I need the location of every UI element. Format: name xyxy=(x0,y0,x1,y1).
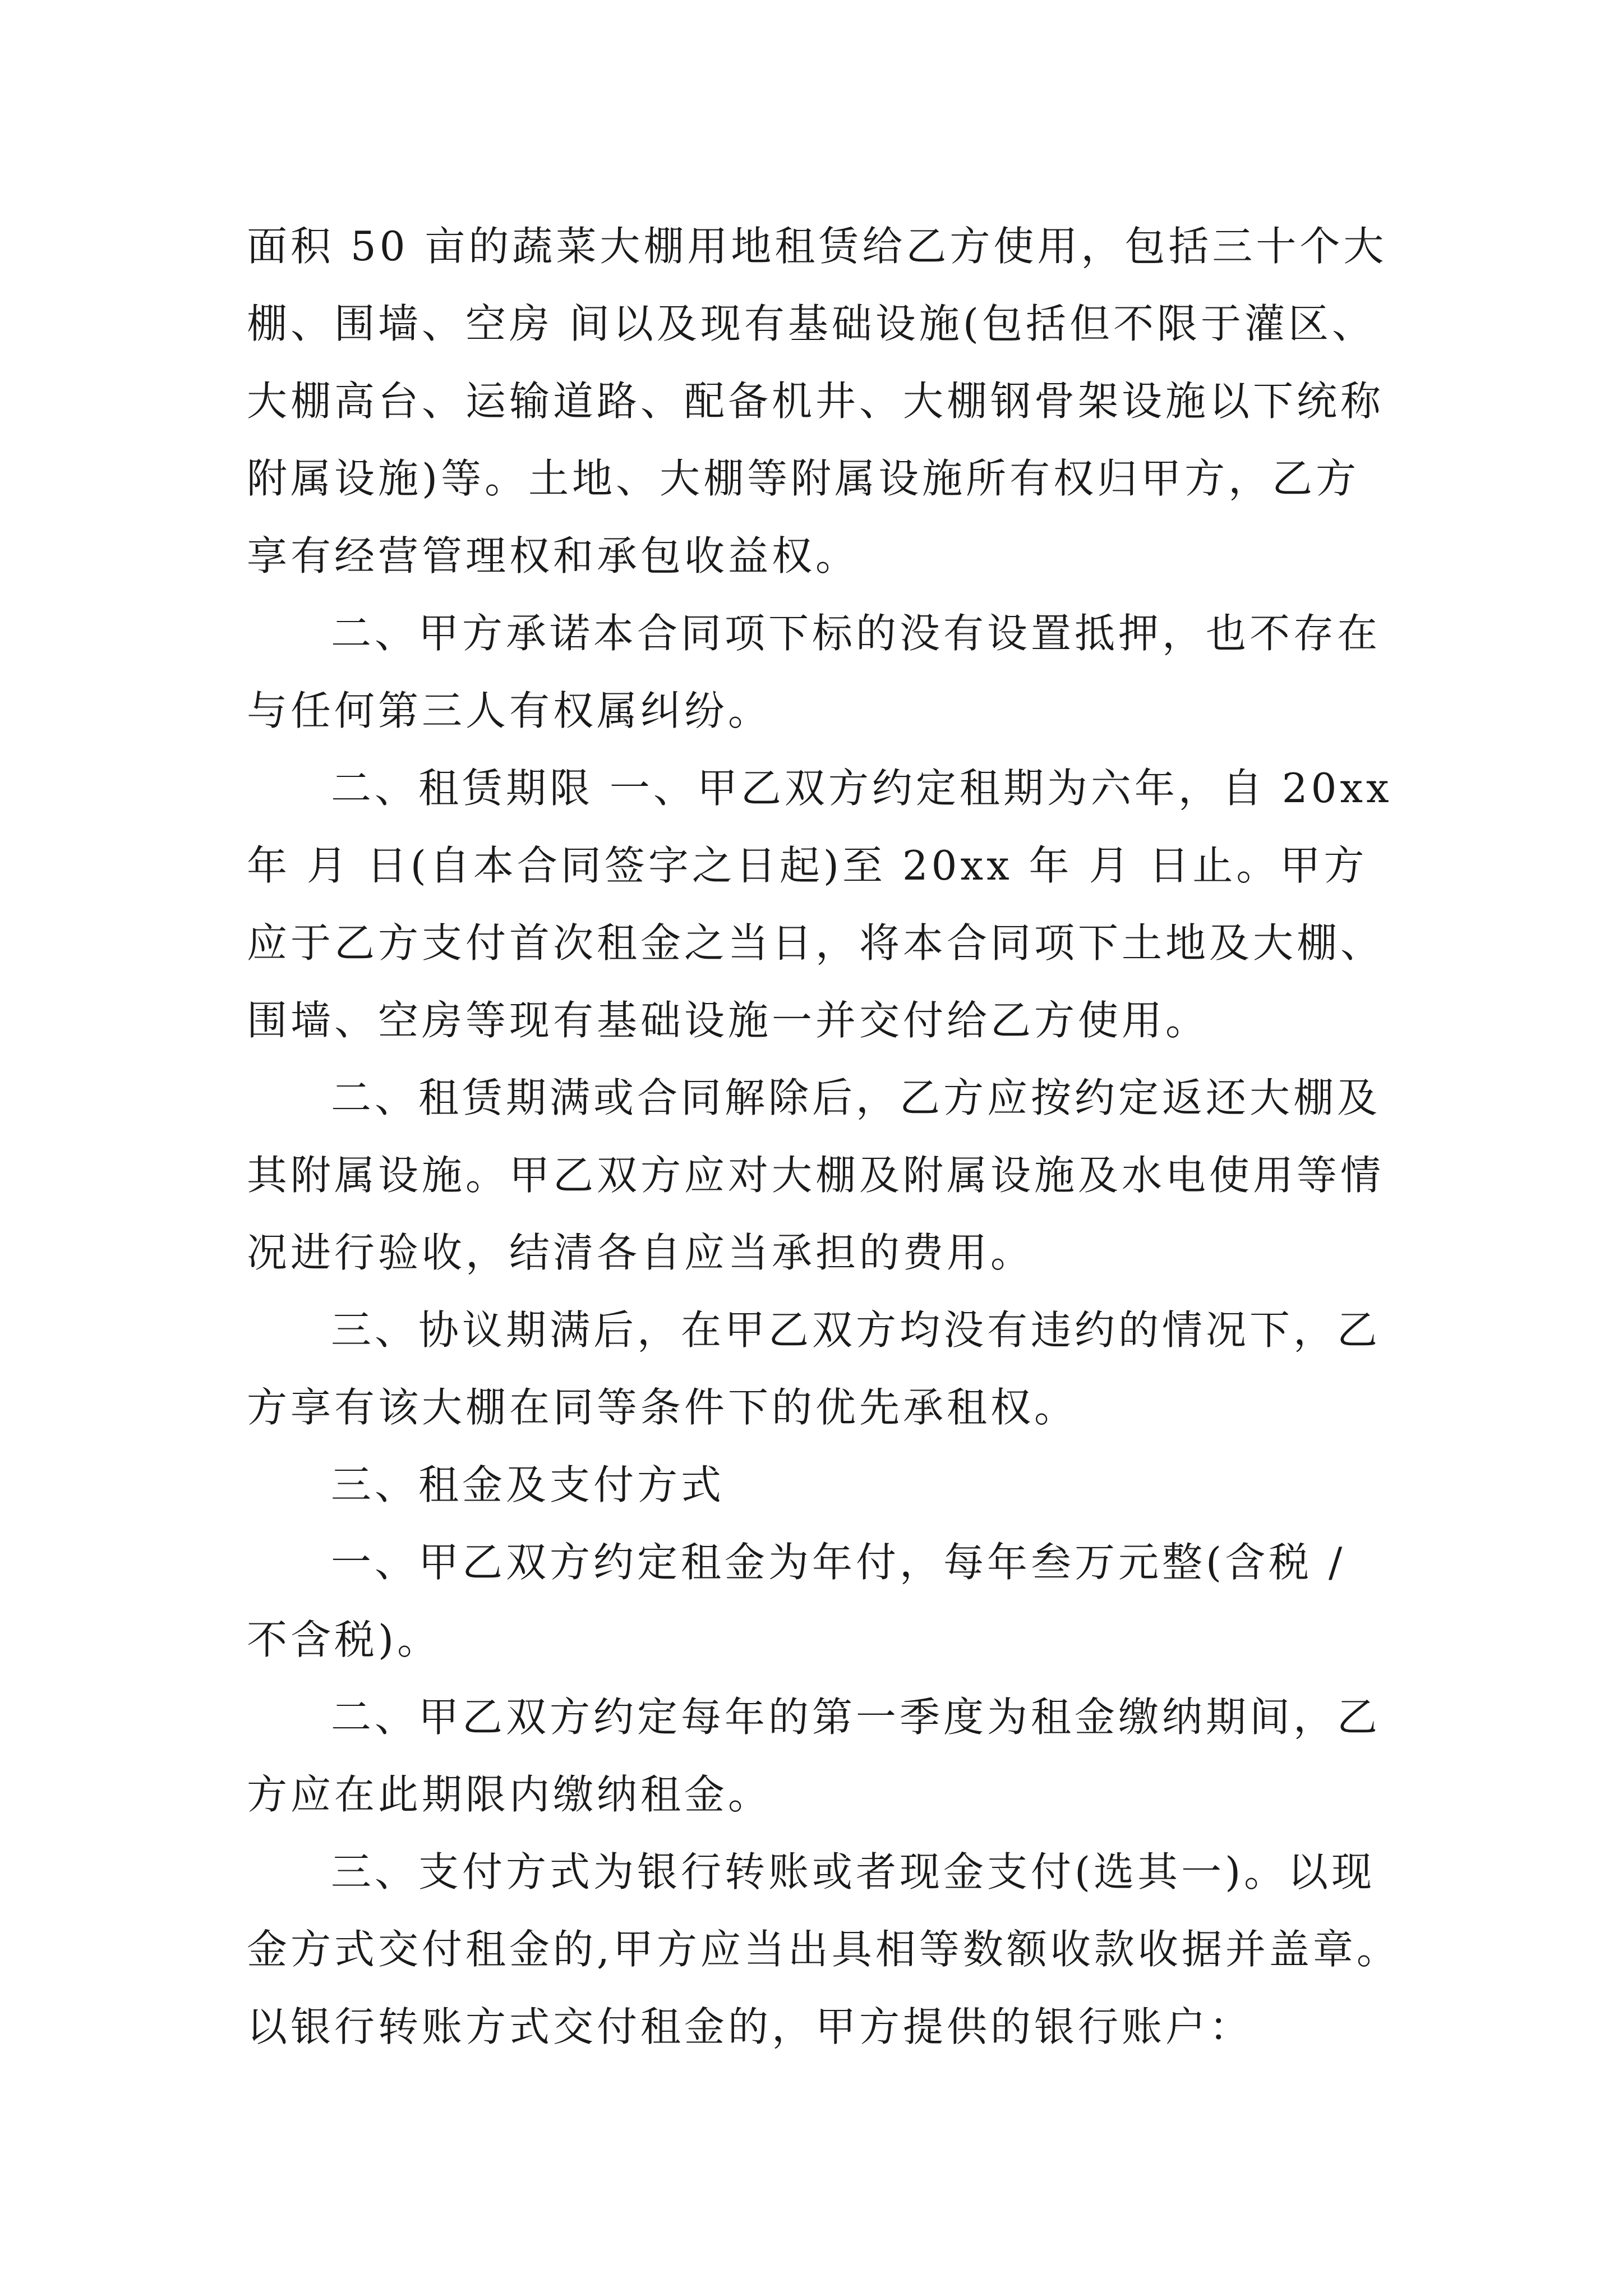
text-line: 三、支付方式为银行转账或者现金支付(选其一)。以现 xyxy=(331,1848,1376,1895)
text-line: 大棚高台、运输道路、配备机井、大棚钢骨架设施以下统称 xyxy=(247,378,1385,425)
text-line: 其附属设施。甲乙双方应对大棚及附属设施及水电使用等情 xyxy=(247,1152,1385,1199)
text-line: 以银行转账方式交付租金的，甲方提供的银行账户： xyxy=(247,2003,1253,2050)
contract-text xyxy=(247,208,1413,2065)
text-line: 棚、围墙、空房 间以及现有基础设施(包括但不限于灌区、 xyxy=(247,300,1376,347)
text-line: 二、甲乙双方约定每年的第一季度为租金缴纳期间，乙 xyxy=(331,1694,1381,1741)
text-line: 与任何第三人有权属纠纷。 xyxy=(247,687,772,734)
text-line: 二、租赁期满或合同解除后，乙方应按约定返还大棚及 xyxy=(331,1074,1381,1121)
text-line: 方应在此期限内缴纳租金。 xyxy=(247,1771,772,1818)
text-line: 三、协议期满后，在甲乙双方均没有违约的情况下，乙 xyxy=(331,1306,1381,1354)
text-line: 应于乙方支付首次租金之当日，将本合同项下土地及大棚、 xyxy=(247,919,1385,967)
text-line: 一、甲乙双方约定租金为年付，每年叁万元整(含税 / xyxy=(331,1539,1346,1586)
text-line: 况进行验收，结清各自应当承担的费用。 xyxy=(247,1229,1035,1276)
text-line: 享有经营管理权和承包收益权。 xyxy=(247,532,860,579)
section-heading: 三、租金及支付方式 xyxy=(331,1461,725,1508)
text-line: 二、甲方承诺本合同项下标的没有设置抵押，也不存在 xyxy=(331,610,1381,657)
text-line: 面积 50 亩的蔬菜大棚用地租赁给乙方使用，包括三十个大 xyxy=(247,223,1387,270)
text-line: 方享有该大棚在同等条件下的优先承租权。 xyxy=(247,1384,1078,1431)
text-line: 二、租赁期限 一、甲乙双方约定租期为六年，自 20xx xyxy=(331,765,1393,812)
text-line: 年 月 日(自本合同签字之日起)至 20xx 年 月 日止。甲方 xyxy=(247,842,1368,889)
text-line: 附属设施)等。土地、大棚等附属设施所有权归甲方，乙方 xyxy=(247,455,1360,502)
text-line: 不含税)。 xyxy=(247,1616,441,1663)
text-line: 金方式交付租金的,甲方应当出具相等数额收款收据并盖章。 xyxy=(247,1926,1400,1973)
text-line: 围墙、空房等现有基础设施一并交付给乙方使用。 xyxy=(247,997,1210,1044)
